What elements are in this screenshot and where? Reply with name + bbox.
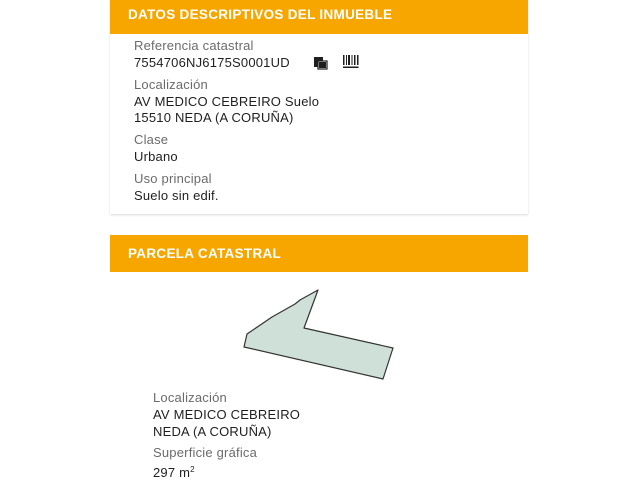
location-line-1: AV MEDICO CEBREIRO Suelo xyxy=(134,94,320,109)
cadastral-parcel-card xyxy=(110,235,528,480)
copy-icon[interactable] xyxy=(313,56,329,70)
main-use-label: Uso principal xyxy=(134,171,212,186)
descriptive-data-header: DATOS DESCRIPTIVOS DEL INMUEBLE xyxy=(110,0,528,34)
cadastral-parcel-header: PARCELA CATASTRAL xyxy=(110,235,528,272)
location-label: Localización xyxy=(134,77,208,92)
cadastral-reference-value: 7554706NJ6175S0001UD xyxy=(134,55,290,70)
cadastral-reference-label: Referencia catastral xyxy=(134,38,254,53)
class-value: Urbano xyxy=(134,149,178,164)
graphic-surface-label: Superficie gráfica xyxy=(153,445,258,460)
class-label: Clase xyxy=(134,132,169,147)
parcel-shape[interactable] xyxy=(244,290,393,379)
barcode-icon[interactable] xyxy=(343,55,359,69)
parcel-map[interactable] xyxy=(240,287,400,383)
parcel-location-line-1: AV MEDICO CEBREIRO xyxy=(153,407,301,422)
main-use-value: Suelo sin edif. xyxy=(134,188,219,203)
location-line-2: 15510 NEDA (A CORUÑA) xyxy=(134,110,294,125)
parcel-location-line-2: NEDA (A CORUÑA) xyxy=(153,424,272,439)
graphic-surface-value: 297 $m^2$ xyxy=(153,465,195,480)
parcel-location-label: Localización xyxy=(153,390,227,405)
descriptive-data-card xyxy=(110,0,528,214)
